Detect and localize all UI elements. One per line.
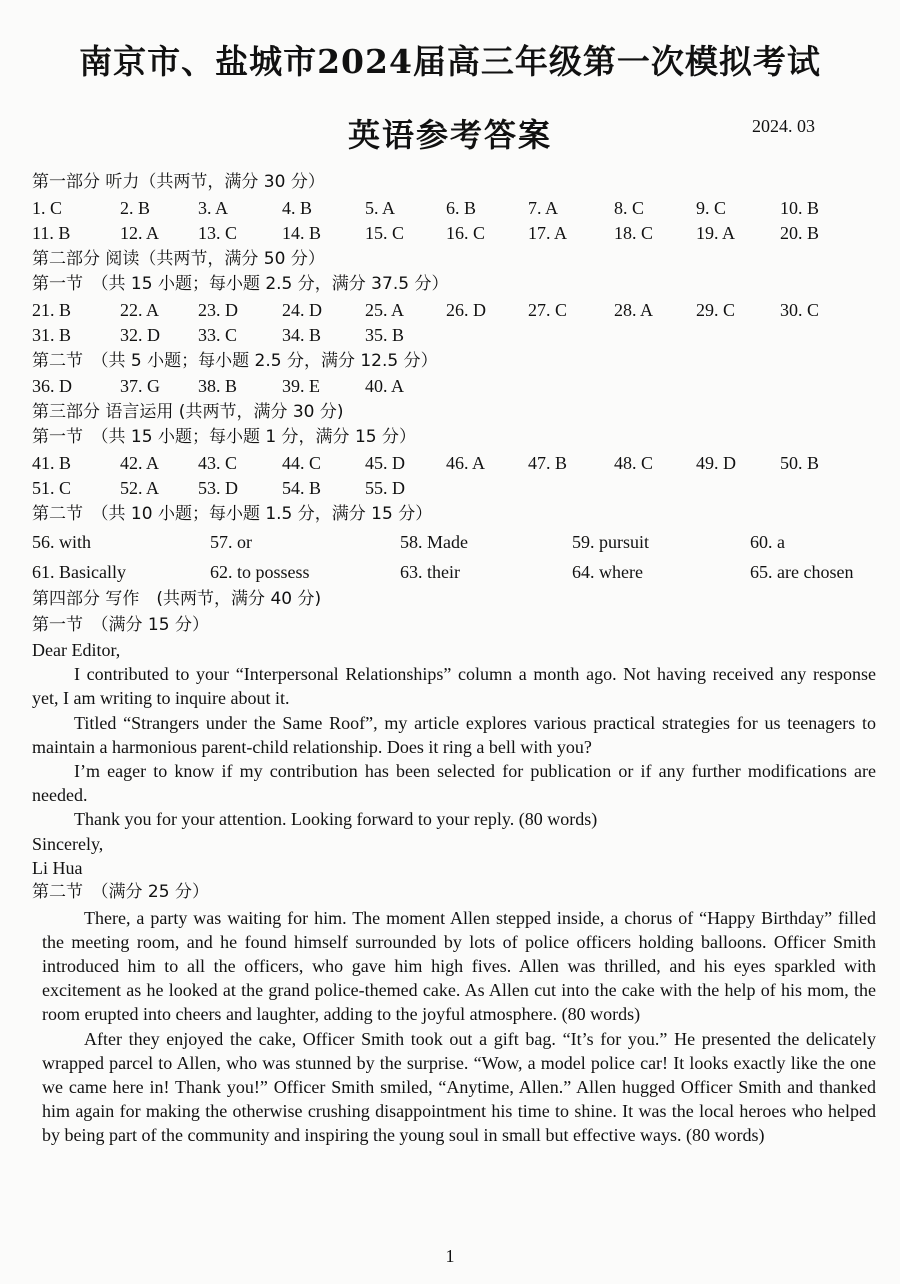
answer-item: 38. B — [198, 376, 238, 396]
answer-item: 37. G — [120, 376, 160, 396]
answer-item: 44. C — [282, 452, 322, 473]
answer-item: 32. D — [120, 325, 160, 345]
part1-heading: 第一部分 听力（共两节，满分 30 分） — [32, 172, 325, 192]
letter-signature: Li Hua — [32, 857, 83, 878]
answer-item: 61. Basically — [32, 562, 126, 582]
answer-item: 64. where — [572, 562, 643, 582]
part4-heading: 第四部分 写作 (共两节，满分 40 分) — [32, 589, 322, 609]
essay-paragraph: After they enjoyed the cake, Officer Smith took out a gift bag. “It’s for you.” He presented the delicately wrapped parcel to Allen, who was stunned by the surprise. “Wow, a model police car! It looks exactly like the one we came here in! Thank you!” Officer Smith smiled, “Anytime, Allen.” Allen hugged Officer Smith and thanked him again for making the otherwise crushing disappointment his time to shine. It was the local heroes who helped by being part of the community and inspiring the young soul in small but effective ways. (80 words) — [42, 1028, 876, 1146]
part4-section2-heading: 第二节 （满分 25 分） — [32, 882, 209, 903]
answer-item: 51. C — [32, 478, 72, 498]
answer-item: 10. B — [780, 197, 820, 218]
part2-heading: 第二部分 阅读（共两节，满分 50 分） — [32, 248, 325, 269]
answer-row — [32, 476, 876, 502]
part4-section1-heading: 第一节 （满分 15 分） — [32, 614, 209, 635]
answer-item: 4. B — [282, 197, 313, 218]
answer-item: 48. C — [614, 452, 654, 473]
answer-item: 34. B — [282, 325, 322, 345]
letter-paragraph: I’m eager to know if my contribution has been selected for publication or if any further modifications are needed. — [32, 761, 876, 806]
part3-section2-heading: 第二节 （共 10 小题；每小题 1.5 分，满分 15 分） — [32, 503, 433, 524]
answer-row — [32, 451, 876, 477]
answer-item: 30. C — [780, 299, 820, 320]
answer-item: 21. B — [32, 299, 72, 320]
answer-item: 23. D — [198, 299, 238, 320]
answer-item: 42. A — [120, 452, 160, 473]
answer-row — [32, 374, 876, 400]
letter-greeting: Dear Editor, — [32, 640, 121, 660]
exam-date: 2024. 03 — [752, 116, 815, 136]
answer-item: 35. B — [365, 325, 405, 345]
answer-row — [32, 221, 876, 247]
answer-item: 1. C — [32, 197, 63, 218]
answer-item: 52. A — [120, 478, 160, 498]
answer-item: 22. A — [120, 299, 160, 320]
answer-item: 3. A — [198, 197, 229, 218]
answer-item: 56. with — [32, 532, 92, 552]
answer-item: 33. C — [198, 325, 238, 345]
answer-item: 17. A — [528, 223, 568, 243]
answer-item: 28. A — [614, 299, 654, 320]
answer-item: 29. C — [696, 299, 736, 320]
part3-section1-heading: 第一节 （共 15 小题；每小题 1 分，满分 15 分） — [32, 427, 417, 447]
answer-item: 41. B — [32, 452, 72, 473]
letter-paragraph: Thank you for your attention. Looking forward to your reply. (80 words) — [74, 809, 598, 830]
essay-paragraph: There, a party was waiting for him. The moment Allen stepped inside, a chorus of “Happy Birthday” filled the meeting room, and he found himself surrounded by lots of police officers holding balloons. Officer Smith introduced him to all the officers, who gave him high fives. Allen was thrilled, and his eyes sparkled with excitement as he looked at the grand police-themed cake. As Allen cut into the cake with the help of his mom, the room erupted into cheers and laughter, adding to the joyful atmosphere. (80 words) — [42, 907, 876, 1025]
answer-item: 57. or — [210, 532, 252, 552]
answer-item: 2. B — [120, 197, 151, 218]
answer-item: 12. A — [120, 223, 160, 243]
answer-item: 8. C — [614, 197, 645, 218]
answer-row — [32, 527, 876, 557]
letter-paragraph: Titled “Strangers under the Same Roof”, my article explores various practical strategies for us teenagers to maintain a harmonious parent-child relationship. Does it ring a bell with you? — [32, 712, 876, 757]
answer-item: 50. B — [780, 452, 820, 473]
answer-item: 40. A — [365, 376, 405, 396]
answer-item: 65. are chosen — [750, 562, 854, 582]
answer-item: 47. B — [528, 452, 568, 473]
answer-item: 18. C — [614, 223, 654, 243]
answer-item: 16. C — [446, 223, 486, 243]
answer-item: 63. their — [400, 562, 460, 582]
answer-item: 45. D — [365, 452, 405, 473]
answer-item: 49. D — [696, 452, 736, 473]
answer-item: 15. C — [365, 223, 405, 243]
answer-item: 13. C — [198, 223, 238, 243]
answer-item: 43. C — [198, 452, 238, 473]
answer-item: 60. a — [750, 532, 785, 552]
answer-item: 62. to possess — [210, 562, 310, 582]
part2-section1-heading: 第一节 （共 15 小题；每小题 2.5 分，满分 37.5 分） — [32, 274, 449, 294]
answer-item: 7. A — [528, 197, 559, 218]
exam-title: 南京市、盐城市2024届高三年级第一次模拟考试 — [79, 42, 821, 81]
part3-heading: 第三部分 语言运用 (共两节，满分 30 分) — [32, 401, 344, 422]
answer-item: 6. B — [446, 197, 477, 218]
answer-item: 31. B — [32, 325, 72, 345]
answer-row — [32, 323, 876, 349]
answer-item: 46. A — [446, 452, 486, 473]
answer-item: 39. E — [282, 376, 320, 396]
answer-item: 5. A — [365, 197, 396, 218]
answer-row — [32, 298, 876, 324]
answer-item: 54. B — [282, 478, 322, 498]
answer-key-subtitle: 英语参考答案 — [347, 116, 552, 154]
answer-row — [32, 196, 876, 222]
answer-content — [32, 170, 876, 1148]
page-number: 1 — [445, 1246, 455, 1266]
part2-section2-heading: 第二节 （共 5 小题；每小题 2.5 分，满分 12.5 分） — [32, 350, 438, 371]
letter-paragraph: I contributed to your “Interpersonal Relationships” column a month ago. Not having received any response yet, I am writing to inquire about it. — [32, 664, 876, 709]
answer-item: 25. A — [365, 299, 405, 320]
answer-item: 11. B — [32, 223, 71, 243]
letter-closing: Sincerely, — [32, 833, 104, 854]
answer-item: 55. D — [365, 478, 405, 498]
answer-item: 26. D — [446, 299, 486, 320]
answer-item: 9. C — [696, 197, 727, 218]
answer-item: 27. C — [528, 299, 568, 320]
answer-row — [32, 557, 876, 587]
answer-item: 19. A — [696, 223, 736, 243]
answer-item: 20. B — [780, 223, 820, 243]
answer-item: 14. B — [282, 223, 322, 243]
answer-item: 36. D — [32, 376, 72, 396]
answer-item: 53. D — [198, 478, 238, 498]
answer-item: 58. Made — [400, 532, 468, 552]
answer-item: 59. pursuit — [572, 532, 650, 552]
answer-item: 24. D — [282, 299, 322, 320]
